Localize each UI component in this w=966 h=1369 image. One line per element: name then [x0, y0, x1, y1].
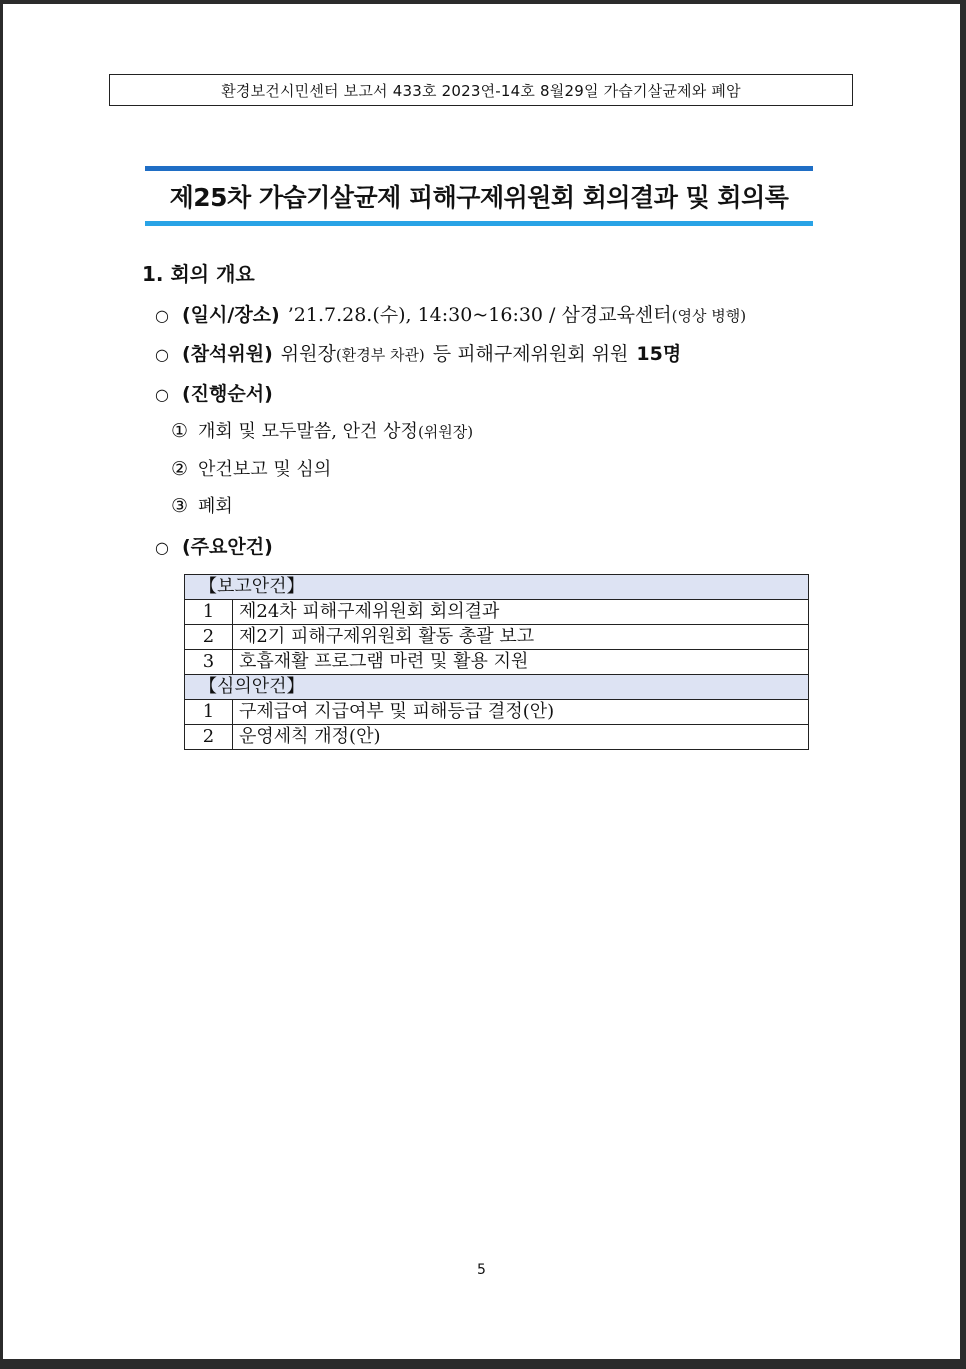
step-number: ① — [171, 420, 189, 442]
item-text: 제2기 피해구제위원회 활동 총괄 보고 — [233, 625, 809, 650]
item-number: 2 — [185, 625, 233, 650]
item-text: 운영세칙 개정(안) — [233, 725, 809, 750]
table-row — [185, 725, 809, 750]
step-number: ③ — [171, 495, 189, 517]
attendees-value-before: 위원장 — [280, 343, 336, 365]
table-row — [185, 700, 809, 725]
step-text: 개회 및 모두말씀, 안건 상정 — [198, 421, 418, 442]
item-text: 구제급여 지급여부 및 피해등급 결정(안) — [233, 700, 809, 725]
procedure-step — [171, 417, 473, 443]
overview-attendees — [155, 339, 681, 366]
report-header: 환경보건시민센터 보고서 433호 2023연-14호 8월29일 가습기살균제와 폐암 — [109, 74, 853, 106]
agenda-label: (주요안건) — [182, 536, 273, 558]
attendees-value-after: 등 피해구제위원회 위원 — [432, 343, 629, 365]
procedure-step — [171, 455, 331, 481]
review-agenda-header: 【심의안건】 — [185, 675, 809, 700]
page-number: 5 — [477, 1262, 486, 1278]
item-number: 2 — [185, 725, 233, 750]
procedure-label: (진행순서) — [182, 383, 273, 405]
overview-agenda — [155, 532, 273, 559]
item-text: 호흡재활 프로그램 마련 및 활용 지원 — [233, 650, 809, 675]
step-text: 폐회 — [198, 496, 233, 517]
item-number: 1 — [185, 600, 233, 625]
attendees-label: (참석위원) — [182, 343, 273, 365]
schedule-note: (영상 병행) — [671, 307, 747, 325]
step-note: (위원장) — [417, 423, 474, 441]
page-title: 제25차 가습기살균제 피해구제위원회 회의결과 및 회의록 — [169, 183, 789, 212]
overview-schedule — [155, 300, 746, 327]
agenda-table — [184, 574, 809, 750]
schedule-label: (일시/장소) — [182, 304, 280, 326]
document-page — [3, 4, 960, 1359]
table-row — [185, 650, 809, 675]
attendees-count: 15명 — [636, 343, 682, 365]
table-group-row — [185, 675, 809, 700]
table-group-row — [185, 575, 809, 600]
section-heading: 1. 회의 개요 — [142, 262, 255, 286]
bullet-circle-icon: ○ — [155, 385, 169, 404]
item-number: 1 — [185, 700, 233, 725]
attendees-note: (환경부 차관) — [335, 346, 425, 364]
table-row — [185, 625, 809, 650]
procedure-step — [171, 492, 233, 518]
step-text: 안건보고 및 심의 — [198, 459, 332, 480]
bullet-circle-icon: ○ — [155, 345, 169, 364]
item-number: 3 — [185, 650, 233, 675]
overview-procedure — [155, 379, 273, 406]
schedule-value: ’21.7.28.(수), 14:30~16:30 / 삼경교육센터 — [287, 304, 672, 326]
item-text: 제24차 피해구제위원회 회의결과 — [233, 600, 809, 625]
step-number: ② — [171, 458, 189, 480]
bullet-circle-icon: ○ — [155, 306, 169, 325]
title-band — [145, 166, 813, 226]
report-agenda-header: 【보고안건】 — [185, 575, 809, 600]
table-row — [185, 600, 809, 625]
bullet-circle-icon: ○ — [155, 538, 169, 557]
